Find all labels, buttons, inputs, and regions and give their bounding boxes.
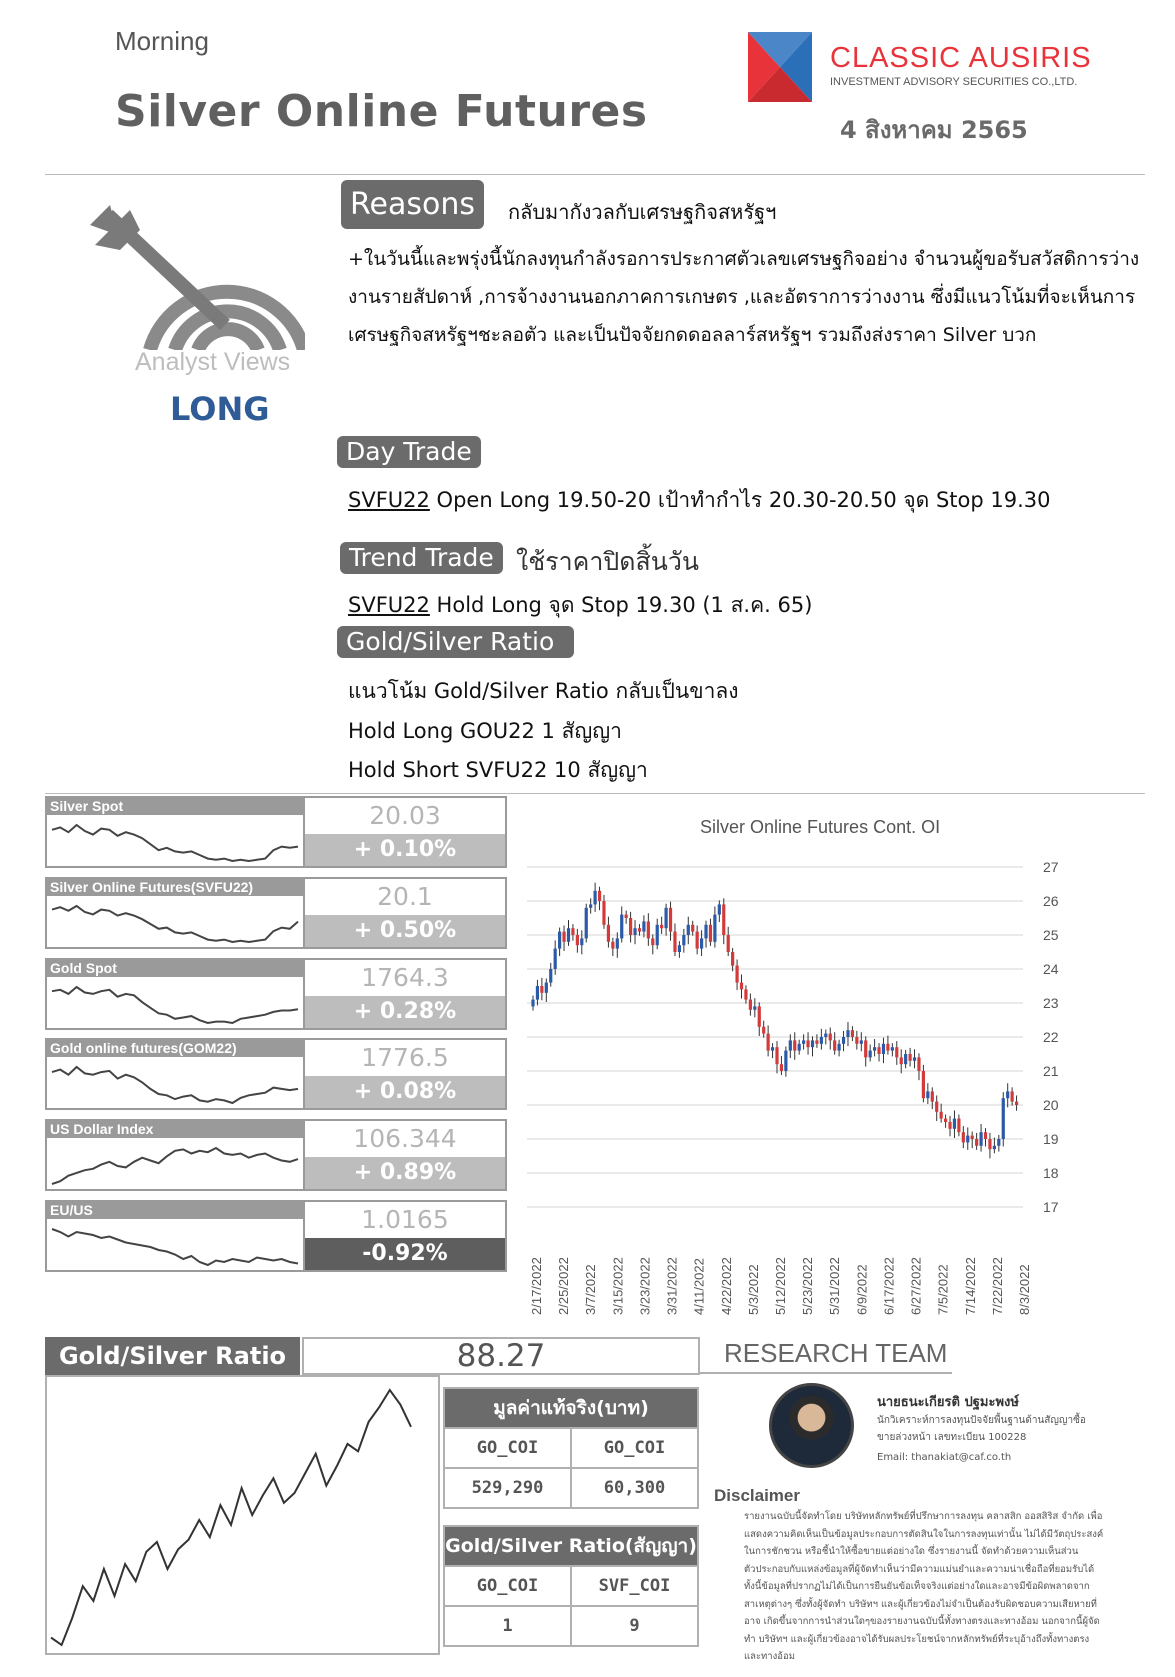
ratio-hold-long: Hold Long GOU22 1 สัญญา [348, 719, 622, 743]
market-label: US Dollar Index [47, 1121, 303, 1138]
y-tick-label: 17 [1043, 1199, 1059, 1215]
x-tick-label: 5/12/2022 [773, 1257, 788, 1315]
candle-body [762, 1027, 765, 1034]
chart-title: Silver Online Futures Cont. OI [700, 817, 941, 837]
candle-body [811, 1040, 814, 1047]
candle-body [696, 932, 699, 949]
candle-body [718, 904, 721, 914]
market-sparkline [47, 815, 303, 866]
candle-body [554, 949, 557, 969]
market-box [45, 958, 507, 1030]
candle-body [660, 925, 663, 928]
candle-body [984, 1132, 987, 1139]
analyst-name: นายธนะเกียรติ ปฐมะพงษ์ [877, 1395, 1019, 1410]
candle-body [691, 925, 694, 932]
candle-body [620, 915, 623, 939]
analyst-call: LONG [170, 390, 270, 428]
candle-body [656, 925, 659, 945]
market-sparkline [47, 1219, 303, 1270]
market-box [45, 796, 507, 868]
ratio-panel-value: 88.27 [456, 1338, 546, 1374]
candle-body [1011, 1091, 1014, 1101]
candle-body [651, 938, 654, 945]
candle-body [540, 986, 543, 993]
x-tick-label: 5/3/2022 [745, 1264, 761, 1315]
sparkline-path [52, 987, 298, 1023]
market-sparkline [47, 977, 303, 1028]
x-tick-label: 4/22/2022 [718, 1257, 734, 1315]
value-table-title: มูลค่าแท้จริง(บาท) [445, 1389, 697, 1427]
ratio-trend-line: แนวโน้ม Gold/Silver Ratio กลับเป็นขาลง [348, 679, 739, 703]
candle-body [824, 1034, 827, 1037]
market-sparkline [47, 896, 303, 947]
candle-body [780, 1064, 783, 1071]
candle-body [704, 925, 707, 939]
x-tick-label: 3/31/2022 [664, 1257, 680, 1315]
ratio-line-chart [47, 1377, 438, 1653]
market-value: 1776.5 [361, 1043, 449, 1072]
candle-body [966, 1136, 969, 1143]
candle-body [664, 908, 667, 928]
sparkline-path [52, 906, 298, 942]
candle-body [594, 891, 597, 905]
table-row [445, 1565, 697, 1605]
candle-body [536, 986, 539, 1000]
ratio-pill: Gold/Silver Ratio [337, 626, 574, 658]
market-value: 1764.3 [361, 963, 449, 992]
avatar [769, 1383, 854, 1468]
brand-name: CLASSIC AUSIRIS [830, 42, 1092, 74]
candle-body [833, 1040, 836, 1050]
candle-body [567, 928, 570, 942]
candle-body [758, 1006, 761, 1026]
y-tick-label: 19 [1043, 1131, 1059, 1147]
ratio-table [443, 1525, 699, 1647]
market-label: Gold online futures(GOM22) [47, 1040, 303, 1057]
candle-body [753, 1006, 756, 1009]
candle-body [775, 1047, 778, 1064]
ratio-table-col-1: GO_COI [476, 1576, 539, 1596]
candle-body [869, 1051, 872, 1058]
candle-body [727, 935, 730, 952]
y-tick-label: 22 [1043, 1029, 1059, 1045]
market-value: 20.1 [377, 882, 433, 911]
day-trade-line [348, 484, 1051, 517]
candle-body [673, 932, 676, 952]
market-change: + 0.10% [305, 834, 505, 866]
candle-body [744, 989, 747, 999]
sparkline-path [52, 825, 298, 861]
candle-body [749, 1000, 752, 1010]
candle-body [913, 1057, 916, 1060]
candle-body [1015, 1102, 1018, 1105]
candle-body [860, 1040, 863, 1043]
candle-body [993, 1146, 996, 1149]
disclaimer-heading: Disclaimer [714, 1486, 800, 1505]
sparkline-path [52, 1067, 298, 1103]
candle-body [962, 1132, 965, 1142]
candle-body [682, 935, 685, 945]
x-tick-label: 2/17/2022 [529, 1257, 544, 1315]
candle-body [589, 904, 592, 907]
market-change: + 0.50% [305, 915, 505, 947]
candle-body [1006, 1091, 1009, 1098]
candle-body [700, 938, 703, 948]
trend-trade-line [348, 589, 812, 622]
candle-body [784, 1051, 787, 1071]
candle-body [926, 1091, 929, 1098]
candle-body [571, 928, 574, 935]
market-change: + 0.08% [305, 1076, 505, 1108]
x-tick-label: 5/31/2022 [827, 1257, 843, 1315]
trend-trade-pill: Trend Trade [340, 542, 503, 574]
candle-body [669, 908, 672, 932]
market-box [45, 877, 507, 949]
market-value: 20.03 [369, 801, 441, 830]
candle-body [820, 1037, 823, 1044]
x-tick-label: 7/22/2022 [989, 1257, 1005, 1315]
candle-body [957, 1119, 960, 1133]
x-tick-label: 3/23/2022 [637, 1257, 653, 1315]
candle-body [815, 1040, 818, 1043]
x-tick-label: 6/9/2022 [854, 1264, 870, 1315]
table-row [445, 1467, 697, 1507]
candle-body [855, 1037, 858, 1044]
candle-body [602, 901, 605, 925]
candle-body [771, 1047, 774, 1050]
market-label: EU/US [47, 1202, 303, 1219]
candle-body [585, 908, 588, 939]
candle-body [953, 1119, 956, 1129]
reasons-headline: กลับมากังวลกับเศรษฐกิจสหรัฐฯ [508, 200, 777, 224]
x-tick-label: 3/15/2022 [610, 1257, 626, 1315]
candle-body [531, 1000, 534, 1007]
x-tick-label: 6/17/2022 [881, 1257, 897, 1315]
x-tick-label: 6/27/2022 [908, 1257, 924, 1315]
candle-body [806, 1040, 809, 1047]
section-divider [45, 793, 1145, 794]
session-label: Morning [115, 26, 209, 56]
brand-subtitle: INVESTMENT ADVISORY SECURITIES CO.,LTD. [830, 76, 1078, 88]
x-tick-label: 2/25/2022 [556, 1257, 572, 1315]
ratio-table-cell-2: 9 [570, 1607, 697, 1645]
ratio-hold-short: Hold Short SVFU22 10 สัญญา [348, 758, 648, 782]
research-team-rule [700, 1372, 952, 1374]
candle-body [842, 1037, 845, 1044]
y-tick-label: 20 [1043, 1097, 1059, 1113]
candle-body [802, 1040, 805, 1043]
value-table-col-1: GO_COI [476, 1438, 539, 1458]
candle-body [647, 921, 650, 938]
sparkline-path [52, 1229, 298, 1265]
market-box [45, 1200, 507, 1272]
candle-body [944, 1119, 947, 1122]
x-tick-label: 4/11/2022 [691, 1258, 707, 1315]
market-change: + 0.89% [305, 1157, 505, 1189]
ratio-table-cell-1: 1 [502, 1616, 513, 1636]
day-trade-pill: Day Trade [337, 436, 481, 468]
trend-trade-note: ใช้ราคาปิดสิ้นวัน [516, 547, 699, 576]
market-box [45, 1038, 507, 1110]
value-table-col-2: GO_COI [570, 1429, 697, 1467]
candle-body [971, 1136, 974, 1139]
analyst-views-label: Analyst Views [135, 348, 291, 376]
candlestick-chart [525, 845, 1125, 1325]
target-arrow-icon [90, 205, 305, 350]
candle-body [948, 1122, 951, 1129]
header-divider [45, 174, 1145, 175]
x-tick-label: 8/3/2022 [1017, 1264, 1032, 1315]
candle-body [598, 891, 601, 901]
reasons-pill: Reasons [341, 180, 484, 229]
market-sparkline [47, 1057, 303, 1108]
market-change: + 0.28% [305, 996, 505, 1028]
candle-body [838, 1044, 841, 1051]
candle-body [979, 1132, 982, 1146]
candle-body [789, 1040, 792, 1050]
candle-body [767, 1034, 770, 1051]
candle-body [638, 928, 641, 931]
ratio-table-title: Gold/Silver Ratio(สัญญา) [445, 1527, 697, 1565]
trend-trade-symbol: SVFU22 [348, 593, 430, 617]
page-title: Silver Online Futures [115, 86, 648, 137]
market-label: Silver Spot [47, 798, 303, 815]
market-label: Gold Spot [47, 960, 303, 977]
sparkline-path [52, 1148, 298, 1184]
y-tick-label: 26 [1043, 893, 1059, 909]
candle-body [829, 1034, 832, 1041]
y-tick-label: 21 [1043, 1063, 1059, 1079]
candle-body [886, 1044, 889, 1051]
candle-body [722, 904, 725, 935]
x-tick-label: 7/14/2022 [962, 1257, 978, 1315]
candle-body [988, 1139, 991, 1149]
candle-body [740, 983, 743, 990]
candle-body [576, 935, 579, 945]
candle-body [735, 966, 738, 983]
candle-body [1002, 1098, 1005, 1139]
ratio-series-line [51, 1390, 411, 1645]
candle-body [873, 1047, 876, 1050]
y-tick-label: 27 [1043, 859, 1059, 875]
candle-body [687, 925, 690, 935]
disclaimer-body: รายงานฉบับนี้จัดทำโดย บริษัทหลักทรัพย์ที่ปรึกษาการลงทุน คลาสสิก ออสสิริส จำกัด เพื่อแสดงความคิดเห็นเป็นข้อมูลประกอบการตัดสินใจในการลงทุนเท่านั้น ไม่ได้มีวัตถุประสงค์ในการชักชวน หรือชี้นำให้ซื้อขายแต่อย่างใด ซึ่งรายงานนี้ จัดทำด้วยความเห็นส่วนตัวประกอบกับแหล่งข้อมูลที่ผู้จัดทำเห็นว่ามีความแม่นยำและความน่าเชื่อถือที่ยอมรับได้ ทั้งนี้ข้อมูลที่ปรากฏไม่ได้เป็นการยืนยันข้อเท็จจริงแต่อย่างใดและอาจมีข้อผิดพลาดจากสาเหตุต่างๆ ซึ่งทั้งผู้จัดทำ บริษัทฯ และผู้เกี่ยวข้องไม่จำเป็นต้องรับผิดชอบความเสียหายที่อาจ เกิดขึ้นจากการนำส่วนใดๆของรายงานฉบับนี้ทั้งทางตรงและทางอ้อม นอกจากนี้ผู้จัดทำ บริษัทฯ และผู้เกี่ยวข้องอาจได้รับผลประโยชน์จากหลักทรัพย์ที่ระบุอ้างถึงทั้งทางตรงและทางอ้อม [744, 1511, 1104, 1662]
research-team-heading: RESEARCH TEAM [724, 1338, 948, 1368]
day-trade-text: Open Long 19.50-20 เป้าทำกำไร 20.30-20.50 จุด Stop 19.30 [429, 488, 1051, 512]
x-tick-label: 5/23/2022 [800, 1257, 816, 1315]
value-table [443, 1387, 699, 1509]
candle-body [558, 932, 561, 949]
candle-body [678, 945, 681, 952]
candle-body [607, 925, 610, 942]
analyst-email: Email: thanakiat@caf.co.th [877, 1452, 1012, 1463]
y-tick-label: 24 [1043, 961, 1059, 977]
candle-body [882, 1044, 885, 1054]
candle-body [611, 942, 614, 949]
candle-body [931, 1091, 934, 1101]
candle-body [545, 983, 548, 993]
ratio-table-col-2: SVF_COI [570, 1567, 697, 1605]
candle-body [997, 1139, 1000, 1146]
y-tick-label: 18 [1043, 1165, 1059, 1181]
trend-trade-text: Hold Long จุด Stop 19.30 (1 ส.ค. 65) [429, 593, 813, 617]
candle-body [709, 925, 712, 942]
analyst-role: นักวิเคราะห์การลงทุนปัจจัยพื้นฐานด้านสัญญาซื้อขายล่วงหน้า เลขทะเบียน 100228 [877, 1415, 1086, 1443]
market-box [45, 1119, 507, 1191]
candle-body [851, 1030, 854, 1037]
candle-body [625, 915, 628, 918]
candle-body [904, 1054, 907, 1064]
candle-body [864, 1040, 867, 1057]
x-tick-label: 3/7/2022 [583, 1264, 599, 1315]
candle-body [713, 915, 716, 942]
candle-body [908, 1054, 911, 1061]
y-tick-label: 25 [1043, 927, 1059, 943]
candle-body [731, 952, 734, 966]
value-table-cell-2: 60,300 [570, 1469, 697, 1507]
candle-body [895, 1047, 898, 1057]
ratio-panel-label: Gold/Silver Ratio [45, 1337, 300, 1375]
value-table-cell-1: 529,290 [471, 1478, 544, 1498]
candle-body [940, 1112, 943, 1119]
candle-body [629, 918, 632, 935]
candle-body [549, 969, 552, 983]
candle-body [616, 938, 619, 948]
x-tick-label: 7/5/2022 [935, 1264, 951, 1315]
market-sparkline [47, 1138, 303, 1189]
candle-body [562, 932, 565, 942]
candle-body [935, 1102, 938, 1112]
candle-body [975, 1139, 978, 1146]
reasons-body: +ในวันนี้และพรุ่งนี้นักลงทุนกำลังรอการประกาศตัวเลขเศรษฐกิจอย่าง จำนวนผู้ขอรับสวัสดิการว่างงานรายสัปดาห์ ,การจ้างงานนอกภาคการเกษตร ,และอัตราการว่างงาน ซึ่งมีแนวโน้มที่จะเห็นการเศรษฐกิจสหรัฐฯชะลอตัว และเป็นปัจจัยกดดอลลาร์สหรัฐฯ รวมถึงส่งราคา Silver บวก [348, 248, 1140, 346]
candle-body [900, 1057, 903, 1064]
candle-body [917, 1057, 920, 1071]
candle-body [846, 1030, 849, 1037]
candle-body [798, 1044, 801, 1051]
candle-body [877, 1047, 880, 1054]
market-label: Silver Online Futures(SVFU22) [47, 879, 303, 896]
market-value: 1.0165 [361, 1205, 449, 1234]
candle-body [642, 921, 645, 931]
market-change: -0.92% [305, 1238, 505, 1270]
table-row [445, 1605, 697, 1645]
y-tick-label: 23 [1043, 995, 1059, 1011]
day-trade-symbol: SVFU22 [348, 488, 430, 512]
table-row [445, 1427, 697, 1467]
candle-body [891, 1047, 894, 1050]
market-value: 106.344 [353, 1124, 457, 1153]
candle-body [922, 1071, 925, 1098]
candle-body [793, 1040, 796, 1050]
candle-body [580, 938, 583, 945]
report-date: 4 สิงหาคม 2565 [840, 116, 1028, 144]
candle-body [633, 928, 636, 935]
